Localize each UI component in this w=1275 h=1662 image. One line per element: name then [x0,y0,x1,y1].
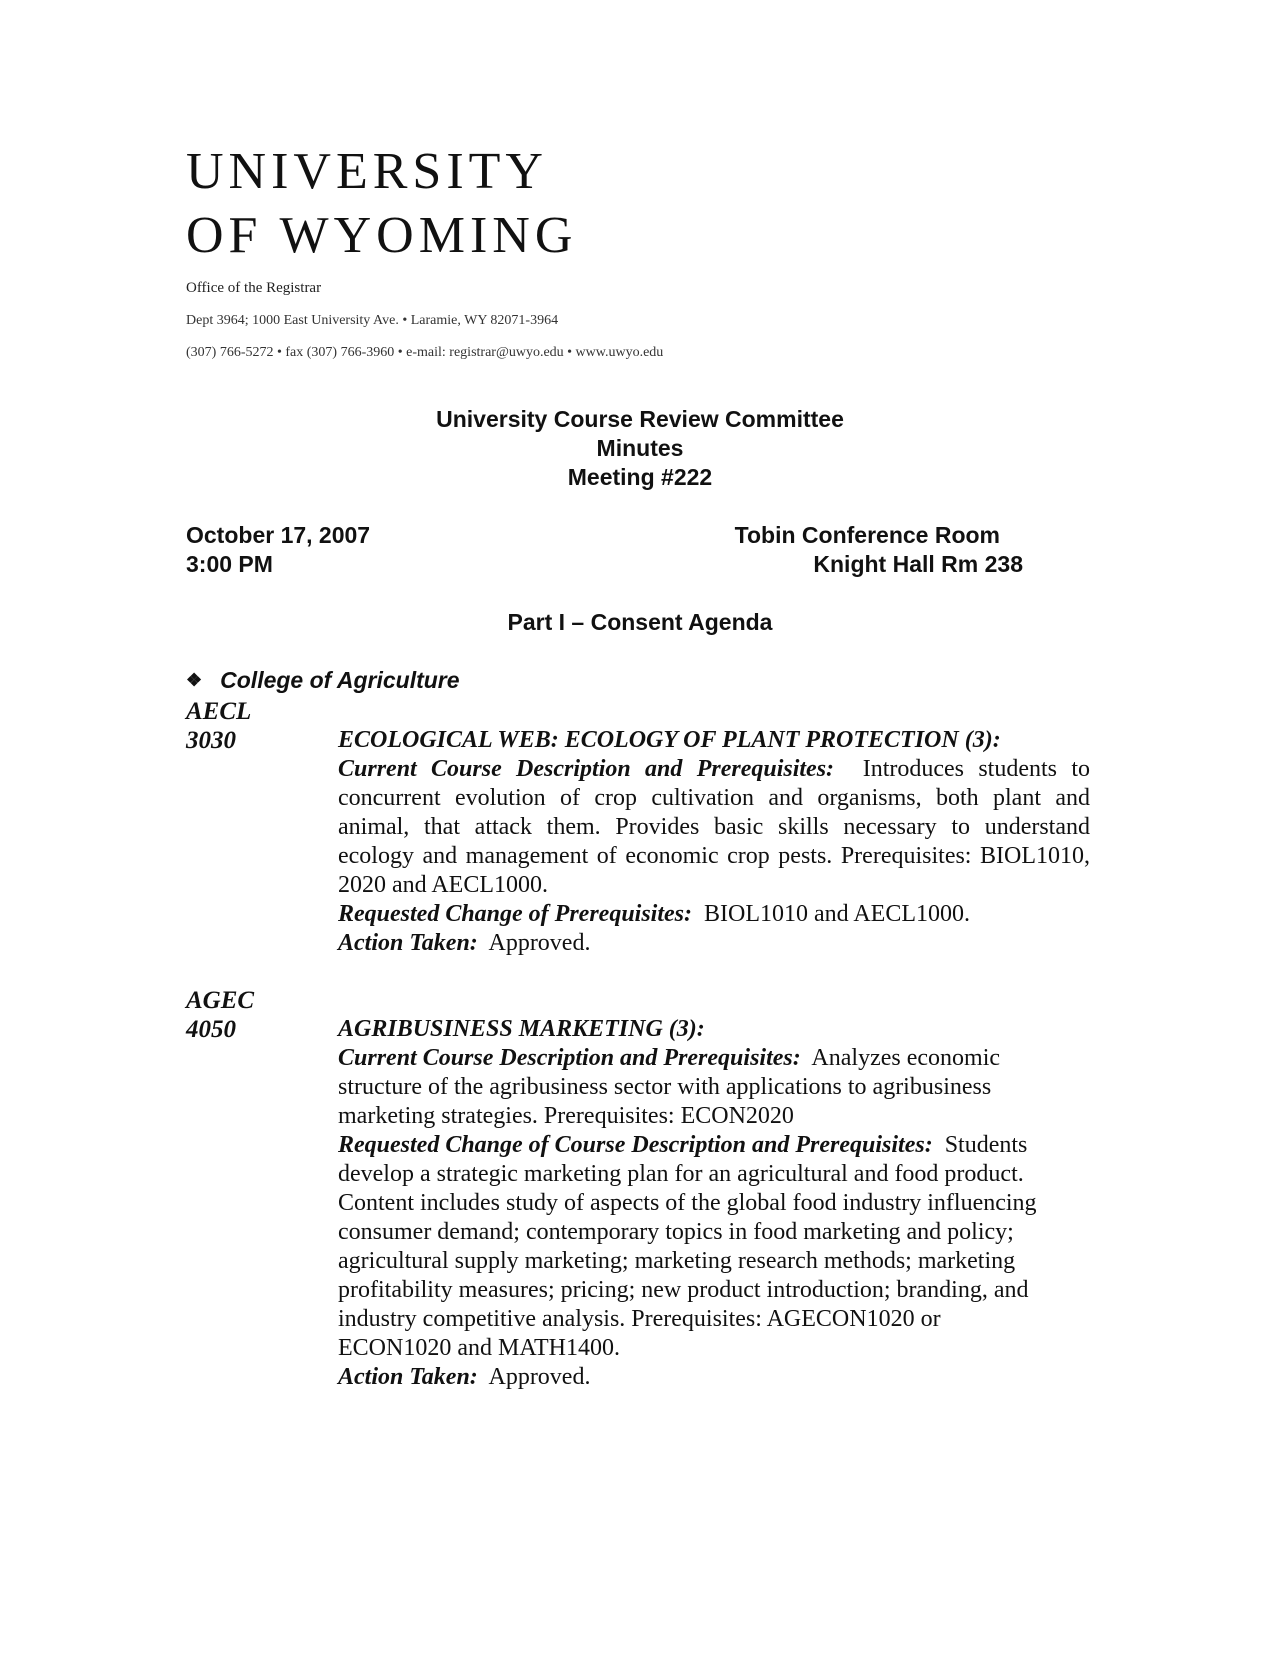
course-title: ECOLOGICAL WEB: ECOLOGY OF PLANT PROTECTION (3): [338,727,1001,753]
document-type: Minutes [596,435,684,461]
current-label: Current Course Description and Prerequisites: [338,1045,801,1071]
meeting-time: 3:00 PM [186,551,273,577]
change-text: BIOL1010 and AECL1000. [704,901,970,927]
change-label: Requested Change of Prerequisites: [338,901,692,927]
meeting-date: October 17, 2007 [186,522,371,548]
course-entry [338,726,1090,958]
university-logo [186,143,578,264]
college-heading [186,667,460,694]
action-label: Action Taken: [338,1364,478,1390]
action-taken [338,929,1090,958]
course-subject: AGEC [186,987,255,1014]
office-address: Dept 3964; 1000 East University Ave. • Laramie, WY 82071-3964 [186,313,559,328]
action-text: Approved. [488,1364,591,1390]
part-title: Part I – Consent Agenda [507,609,773,635]
college-name: College of Agriculture [220,667,460,693]
action-text: Approved. [488,930,591,956]
meeting-room: Tobin Conference Room [734,522,1000,548]
current-description [338,755,1090,900]
course-code [186,697,251,755]
course-subject: AECL [186,698,252,725]
course-title: AGRIBUSINESS MARKETING (3): [338,1016,705,1042]
course-code [186,986,254,1044]
logo-line-1: UNIVERSITY [186,143,548,200]
meeting-building: Knight Hall Rm 238 [813,551,1023,577]
current-description [338,1044,1050,1131]
requested-change [338,1131,1050,1363]
action-taken [338,1363,1050,1392]
requested-change [338,900,1090,929]
current-label: Current Course Description and Prerequisites: [338,756,835,782]
course-number: 3030 [186,727,236,754]
committee-title: University Course Review Committee [436,406,844,432]
logo-line-2: OF WYOMING [186,207,578,264]
diamond-bullet-icon: ❖ [186,670,203,690]
office-name: Office of the Registrar [186,280,322,296]
office-contact: (307) 766-5272 • fax (307) 766-3960 • e-mail: registrar@uwyo.edu • www.uwyo.edu [186,345,664,360]
current-text: Analyzes economic structure of the agribusiness sector with applications to agribusiness marketing strategies. Prerequisites: ECON2020 [338,1045,1001,1129]
change-label: Requested Change of Course Description and Prerequisites: [338,1132,933,1158]
course-number: 4050 [186,1016,236,1043]
action-label: Action Taken: [338,930,478,956]
course-entry [338,1015,1050,1392]
current-text: Introduces students to concurrent evolution of crop cultivation and organisms, both plant and animal, that attack them. Provides basic skills necessary to understand ecology and management of economic crop pests. Prerequisites: BIOL1010, 2020 and AECL1000. [338,756,1090,898]
meeting-number: Meeting #222 [567,464,713,490]
change-text: Students develop a strategic marketing plan for an agricultural and food product. Content includes study of aspects of the global food industry influencing consumer demand; contemporary topics in food marketing and policy; agricultural supply marketing; marketing research methods; marketing profitability measures; pricing; new product introduction; branding, and industry competitive analysis. Prerequisites: AGECON1020 or ECON1020 and MATH1400. [338,1132,1037,1361]
